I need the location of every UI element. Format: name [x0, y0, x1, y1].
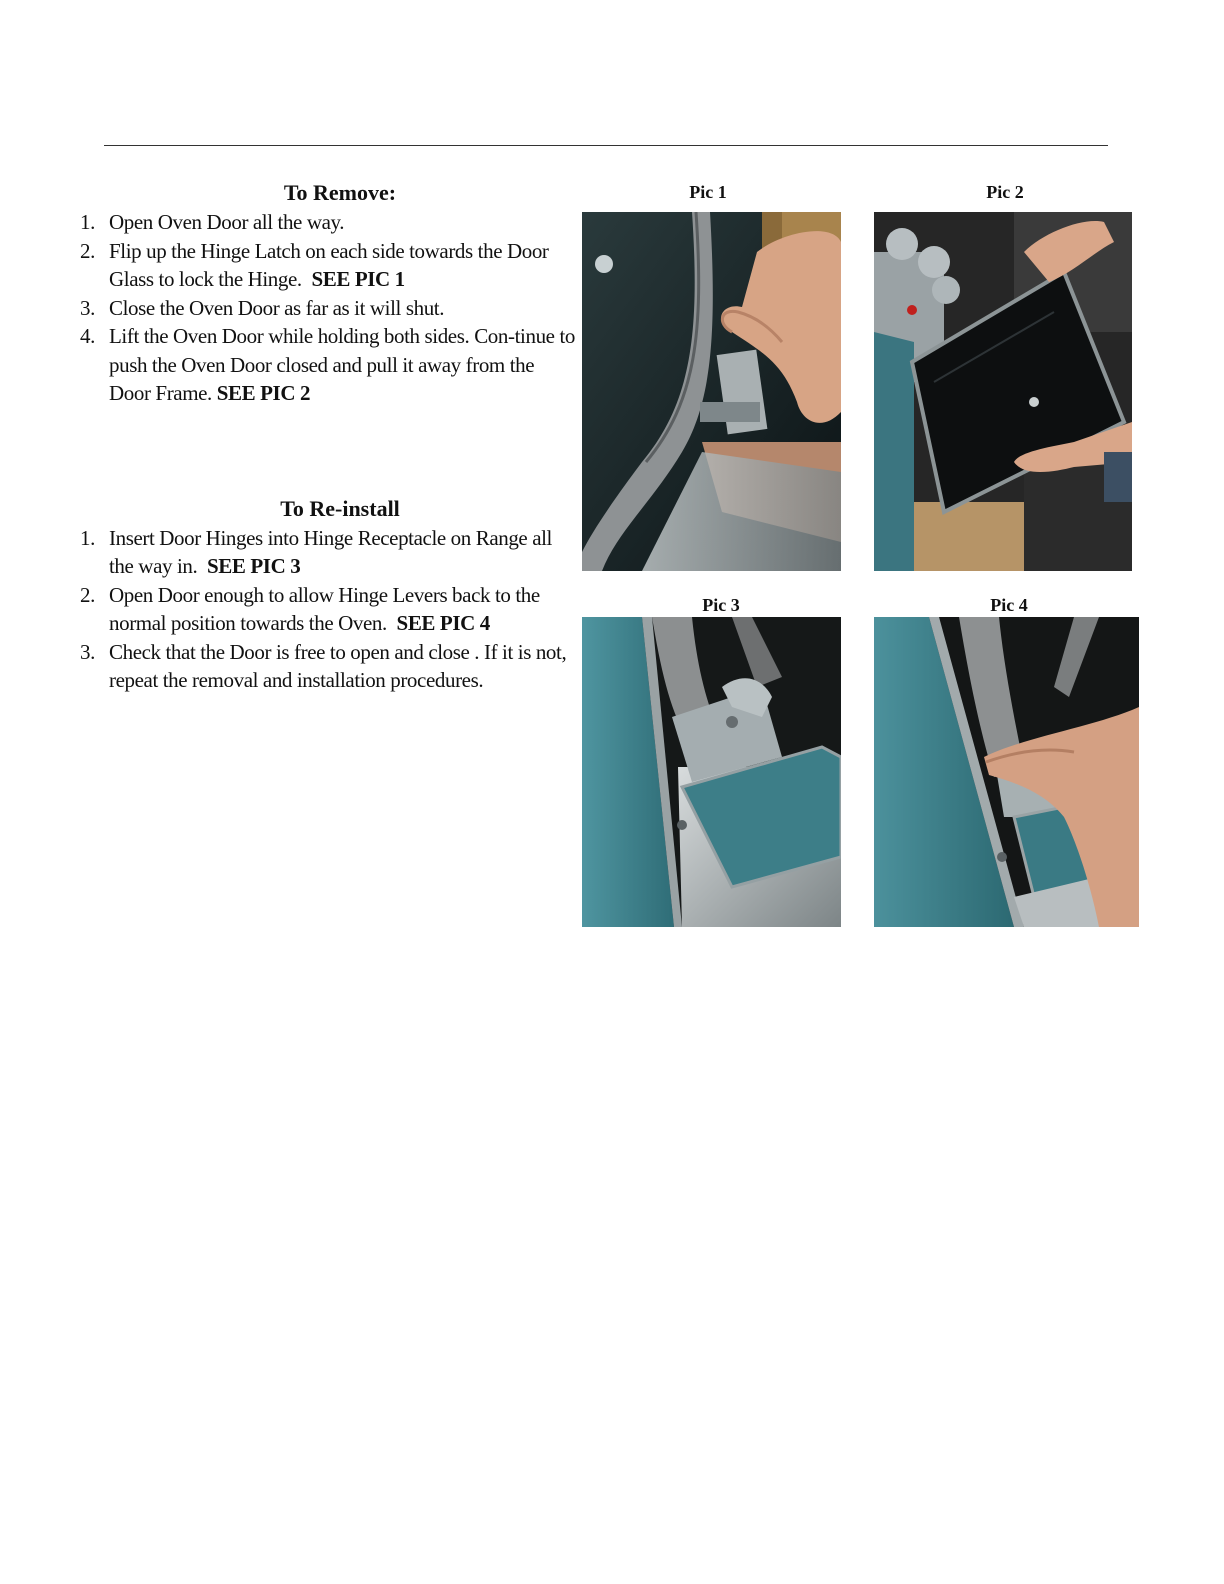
pic-1-photo	[582, 212, 841, 571]
reinstall-step-3: 3. Check that the Door is free to open and close . If it is not, repeat the removal and installation procedures.	[80, 639, 567, 692]
instructions-column	[80, 178, 580, 695]
pic-3-photo	[582, 617, 841, 927]
pic-4-photo	[874, 617, 1139, 927]
remove-step-2: 2. Flip up the Hinge Latch on each side towards the Door Glass to lock the Hinge. SEE PIC 1	[80, 238, 549, 291]
reinstall-steps	[80, 524, 580, 695]
header-rule	[104, 145, 1108, 146]
pic-reference: SEE PIC 1	[311, 267, 405, 291]
reinstall-step-2: 2. Open Door enough to allow Hinge Levers back to the normal position towards the Oven. SEE PIC 4	[80, 582, 540, 635]
pic-2-label: Pic 2	[986, 182, 1024, 202]
reinstall-heading: To Re-install	[280, 495, 400, 521]
pic-reference: SEE PIC 2	[216, 381, 311, 405]
remove-step-3: 3. Close the Oven Door as far as it will shut.	[80, 295, 445, 320]
remove-step-4: 4. Lift the Oven Door while holding both sides. Con-tinue to push the Oven Door closed and pull it away from the Door Frame. SEE PIC 2	[80, 324, 575, 405]
pic-3-label: Pic 3	[702, 595, 740, 615]
pic-reference: SEE PIC 4	[396, 611, 490, 635]
remove-heading: To Remove:	[283, 180, 397, 205]
pic-4-label: Pic 4	[990, 595, 1028, 615]
remove-step-1: 1. Open Oven Door all the way.	[80, 210, 345, 234]
reinstall-step-1: 1. Insert Door Hinges into Hinge Receptacle on Range all the way in. SEE PIC 3	[80, 525, 552, 578]
pic-reference: SEE PIC 3	[207, 554, 301, 578]
pic-1-label: Pic 1	[689, 182, 727, 202]
remove-steps	[80, 208, 580, 408]
pic-2-photo	[874, 212, 1132, 571]
